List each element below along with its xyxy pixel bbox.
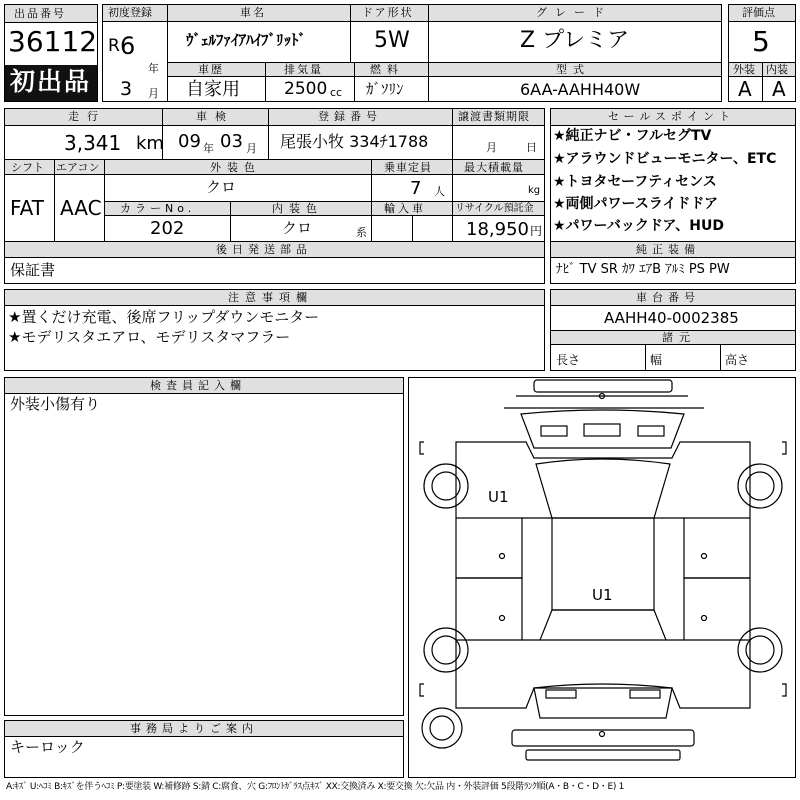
- car-name-label: 車名: [240, 6, 266, 19]
- shift: FAT: [10, 196, 45, 220]
- interior-label: 内装: [766, 63, 788, 76]
- insp-month-unit: 月: [246, 142, 257, 155]
- tailgate: [534, 684, 672, 718]
- windshield: [536, 459, 670, 518]
- inspector-box: [4, 377, 404, 716]
- front-emblem: [584, 424, 620, 436]
- right-rear-door: [684, 578, 750, 640]
- std-equip-label: 純正装備: [636, 243, 700, 256]
- recycle-label: リサイクル預託金: [455, 203, 534, 214]
- capacity: 7: [410, 178, 422, 199]
- exterior-label: 外装: [733, 63, 755, 76]
- mileage-label: 走行: [68, 110, 106, 123]
- caution-label: 注意事項欄: [228, 291, 313, 304]
- model: 6AA-AAHH40W: [520, 80, 641, 99]
- rear-bumper-lower: [526, 750, 680, 760]
- exterior-grade: A: [738, 77, 752, 101]
- mileage: 3,341: [64, 131, 122, 155]
- caution-2: ★モデリスタエアロ、モデリスタマフラー: [8, 328, 291, 346]
- sales-point-1: ★純正ナビ・フルセグTV: [553, 128, 712, 144]
- plate-label: 登録番号: [318, 110, 382, 123]
- inspector-note: 外装小傷有り: [10, 395, 101, 413]
- plate-number: 尾張小牧 334ﾁ1788: [280, 132, 429, 151]
- body-outline: [456, 442, 750, 708]
- door-type: 5W: [374, 28, 410, 53]
- spare-tire: [422, 708, 462, 748]
- displacement: 2500: [284, 79, 328, 99]
- front-lamp-left: [541, 426, 567, 436]
- chassis-label: 車台番号: [636, 291, 700, 304]
- first-reg-label: 初度登録: [108, 6, 152, 19]
- sales-point-label: セールスポイント: [608, 110, 736, 123]
- capacity-label: 乗車定員: [384, 161, 432, 174]
- aircon: AAC: [60, 196, 102, 220]
- score-label: 評価点: [742, 6, 775, 19]
- damage-mark-roof: U1: [592, 586, 613, 604]
- cc-unit: cc: [330, 86, 343, 99]
- person-unit: 人: [434, 185, 445, 198]
- grade-label: グレード: [536, 6, 612, 19]
- right-front-door: [684, 518, 750, 578]
- history: 自家用: [186, 79, 240, 100]
- fuel: ｶﾞｿﾘﾝ: [366, 80, 404, 98]
- grade: Z プレミア: [520, 28, 630, 53]
- import-label: 輸入車: [384, 202, 426, 215]
- hood: [521, 410, 684, 448]
- load-label: 最大積載量: [464, 161, 524, 174]
- model-label: 型式: [556, 63, 590, 76]
- insp-year: 09: [178, 131, 201, 152]
- recycle-fee: 18,950: [466, 219, 529, 240]
- kg-unit: kg: [528, 185, 541, 196]
- height-label: 高さ: [725, 353, 750, 367]
- car-name: ｳﾞｪﾙﾌｧｲｱﾊｲﾌﾞﾘｯﾄﾞ: [186, 31, 307, 49]
- left-rear-door: [456, 578, 522, 640]
- transfer-month-unit: 月: [486, 141, 497, 154]
- later-parts-label: 後日発送部品: [216, 243, 312, 256]
- inspection-label: 車検: [196, 110, 234, 123]
- insp-month: 03: [220, 131, 243, 152]
- int-color-label: 内装色: [272, 202, 323, 215]
- ext-color: クロ: [206, 178, 237, 196]
- year-unit: 年: [148, 62, 159, 75]
- interior-grade: A: [772, 77, 786, 101]
- width-label: 幅: [650, 353, 663, 367]
- yen-unit: 円: [530, 224, 543, 238]
- km-unit: km: [136, 133, 164, 154]
- chassis-number: AAHH40-0002385: [604, 309, 739, 327]
- caution-1: ★置くだけ充電、後席フリップダウンモニター: [8, 308, 320, 326]
- later-parts: 保証書: [10, 261, 56, 279]
- office-label: 事務局よりご案内: [130, 722, 258, 735]
- ext-color-label: 外装色: [210, 161, 261, 174]
- car-damage-diagram: [416, 378, 788, 778]
- sales-point-2: ★アラウンドビューモニター、ETC: [553, 151, 777, 167]
- month-unit: 月: [148, 87, 159, 100]
- reg-month: 3: [120, 78, 133, 100]
- rear-lamp-left: [546, 690, 576, 698]
- color-suffix: 系: [356, 226, 367, 239]
- insp-year-unit: 年: [203, 142, 214, 155]
- rear-bumper: [512, 730, 694, 746]
- rear-lamp-right: [630, 690, 660, 698]
- history-label: 車歴: [198, 63, 224, 76]
- left-front-door: [456, 518, 522, 578]
- lot-number: 36112: [8, 25, 98, 58]
- shift-label: シフト: [11, 161, 44, 174]
- damage-mark-left: U1: [488, 488, 509, 506]
- transfer-label: 譲渡書類期限: [458, 110, 530, 123]
- inspector-label: 検査員記入欄: [150, 379, 246, 392]
- sales-point-4: ★両側パワースライドドア: [553, 196, 719, 212]
- transfer-day-unit: 日: [526, 141, 537, 154]
- wheel-rear-right: [738, 628, 782, 672]
- legend: A:ｷｽﾞ U:ﾍｺﾐ B:ｷｽﾞを伴うﾍｺﾐ P:要塗装 W:補修跡 S:錆 C:腐食、穴 G:ﾌﾛﾝﾄｶﾞﾗｽ点ｷｽﾞ XX:交換済み X:要交換 欠:欠品 内・外装評価 5段階ﾗﾝｸ順(A・B・C・D・E) 1: [6, 782, 625, 792]
- front-lamp-right: [638, 426, 664, 436]
- displacement-label: 排気量: [284, 63, 323, 76]
- sales-point-5: ★パワーバックドア、HUD: [553, 218, 725, 234]
- aircon-label: エアコン: [56, 161, 100, 174]
- lot-no-label: 出品番号: [14, 7, 66, 20]
- office-note: キーロック: [10, 738, 85, 756]
- wheel-front-right: [738, 464, 782, 508]
- score-value: 5: [752, 25, 770, 58]
- length-label: 長さ: [556, 353, 581, 367]
- era-letter: R: [108, 36, 120, 56]
- wheel-front-left: [424, 464, 468, 508]
- reg-year: 6: [120, 32, 136, 60]
- sales-point-3: ★トヨタセーフティセンス: [553, 174, 717, 190]
- color-no-label: カラーNo.: [120, 202, 196, 215]
- std-equip: ﾅﾋﾞ TV SR ｶﾜ ｴｱB ｱﾙﾐ PS PW: [556, 262, 730, 277]
- front-bumper: [534, 380, 672, 392]
- fuel-label: 燃料: [370, 63, 404, 76]
- first-listing-text: 初出品: [10, 67, 92, 96]
- door-label: ドア形状: [362, 6, 414, 19]
- dims-label: 諸元: [662, 331, 696, 344]
- int-color: クロ: [282, 219, 313, 237]
- rear-window: [540, 610, 666, 640]
- wheel-rear-left: [424, 628, 468, 672]
- color-no: 202: [150, 218, 185, 239]
